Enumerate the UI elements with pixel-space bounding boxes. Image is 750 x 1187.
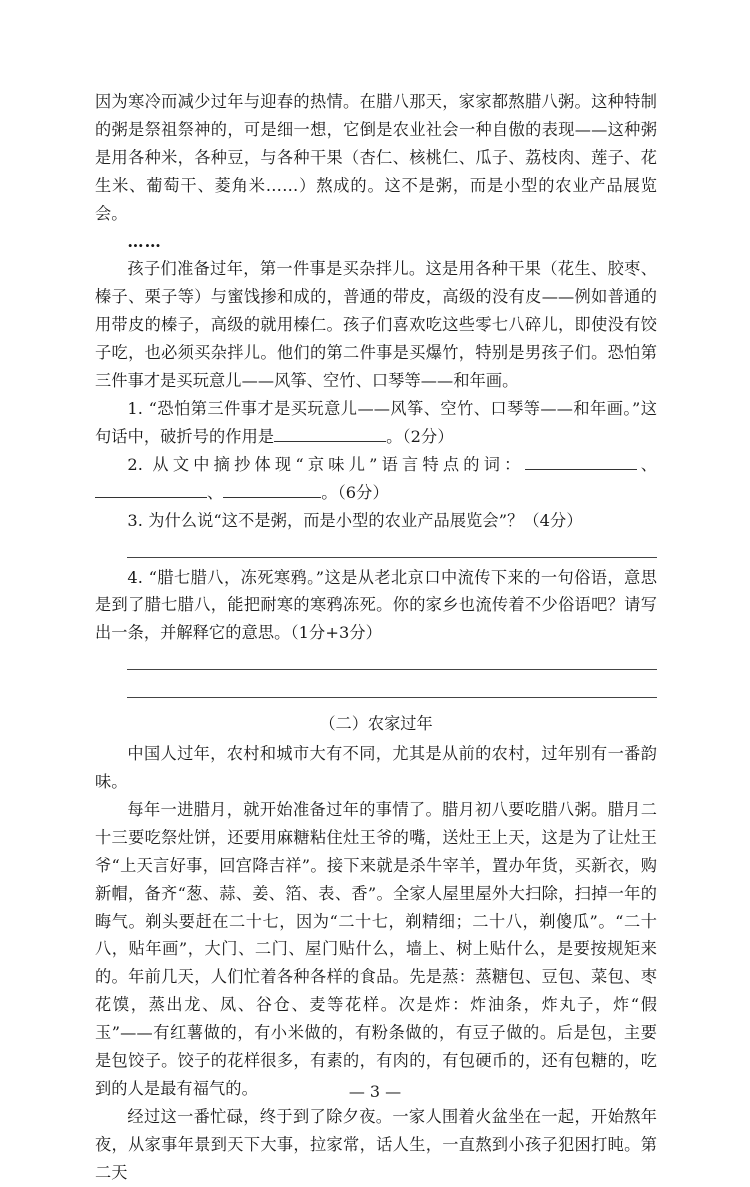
question-1 xyxy=(95,395,657,451)
question-4: 4. “腊七腊八，冻死寒鸦。”这是从老北京口中流传下来的一句俗语，意思是到了腊七腊八，能把耐寒的寒鸦冻死。你的家乡也流传着不少俗语吧？请写出一条，并解释它的意思。（1分+3分） xyxy=(95,567,657,643)
passage1-paragraph-tail: 因为寒冷而减少过年与迎春的热情。在腊八那天，家家都熬腊八粥。这种特制的粥是祭祖祭神的，可是细一想，它倒是农业社会一种自傲的表现——这种粥是用各种米，各种豆，与各种干果（杏仁、核桃仁、瓜子、荔枝肉、莲子、花生米、葡萄干、菱角米……）熬成的。这不是粥，而是小型的农业产品展览会。 xyxy=(95,92,657,223)
passage2-paragraph-3: 经过这一番忙碌，终于到了除夕夜。一家人围着火盆坐在一起，开始熬年夜，从家事年景到天下大事，拉家常，话人生，一直熬到小孩子犯困打盹。第二天 xyxy=(95,1106,657,1182)
passage1-paragraph-2: 孩子们准备过年，第一件事是买杂拌儿。这是用各种干果（花生、胶枣、榛子、栗子等）与蜜饯掺和成的，普通的带皮，高级的没有皮——例如普通的用带皮的榛子，高级的就用榛仁。孩子们喜欢吃这些零七八碎儿，即使没有饺子吃，也必须买杂拌儿。他们的第二件事是买爆竹，特别是男孩子们。恐怕第三件事才是买玩意儿——风筝、空竹、口琴等——和年画。 xyxy=(95,259,657,391)
question-2-blank-2[interactable] xyxy=(95,480,207,498)
question-3: 3. 为什么说“这不是粥，而是小型的农业产品展览会”？（4分） xyxy=(127,510,583,530)
question-2-score: 。（6分） xyxy=(321,482,389,502)
question-1-text: 1. “恐怕第三件事才是买玩意儿——风筝、空竹、口琴等——和年画。”这句话中，破折号的作用是 xyxy=(95,398,657,446)
question-1-blank[interactable] xyxy=(274,424,386,442)
question-2-blank-3[interactable] xyxy=(223,480,321,498)
question-2-separator-1: 、 xyxy=(636,454,657,474)
question-2 xyxy=(95,451,657,507)
page-content xyxy=(95,88,657,1187)
passage2-paragraph-1: 中国人过年，农村和城市大有不同，尤其是从前的农村，过年别有一番韵味。 xyxy=(95,744,657,792)
question-1-score: 。（2分） xyxy=(386,426,454,446)
section-2-title: （二）农家过年 xyxy=(319,714,433,734)
ellipsis-mark: …… xyxy=(127,231,162,251)
question-2-separator-2: 、 xyxy=(207,482,224,502)
question-2-blank-1[interactable] xyxy=(525,452,637,470)
page-number: — 3 — xyxy=(348,1082,402,1101)
question-2-text: 2. 从文中摘抄体现“京味儿”语言特点的词： xyxy=(127,454,525,474)
passage2-paragraph-2: 每年一进腊月，就开始准备过年的事情了。腊月初八要吃腊八粥。腊月二十三要吃祭灶饼，还要用麻糖粘住灶王爷的嘴，送灶王上天，这是为了让灶王爷“上天言好事，回宫降吉祥”。接下来就是杀牛宰羊，置办年货，买新衣，购新帽，备齐“葱、蒜、姜、箔、表、香”。全家人屋里屋外大扫除，扫掉一年的晦气。剃头要赶在二十七，因为“二十七，剃精细；二十八，剃傻瓜”。“二十八，贴年画”，大门、二门、屋门贴什么，墙上、树上贴什么，是要按规矩来的。年前几天，人们忙着各种各样的食品。先是蒸：蒸糖包、豆包、菜包、枣花馍，蒸出龙、凤、谷仓、麦等花样。次是炸：炸油条，炸丸子，炸“假玉”——有红薯做的，有小米做的，有粉条做的，有豆子做的。后是包，主要是包饺子。饺子的花样很多，有素的，有肉的，有包硬币的，还有包糖的，吃到的人是最有福气的。 xyxy=(95,799,657,1098)
